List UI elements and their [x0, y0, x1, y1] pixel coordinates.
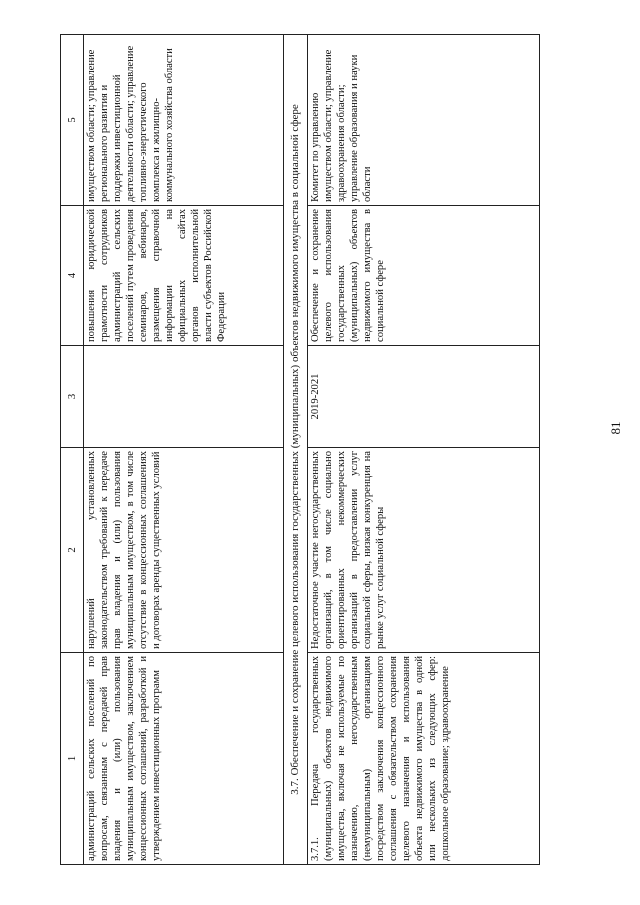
cell-event: 3.7.1. Передача государственных (муниципальных) объектов недвижимого имущества, включая не используемые по назначению, негосударственным (немуниципальным) организациям посредством заключения концессионного соглашения с обязательством сохранения целевого назначения и использования объекта недвижимого имущества в одной или нескольких из следующих сфер: дошкольное образование; здравоохранение: [308, 653, 540, 865]
table-row: [84, 35, 284, 865]
col-header-3: 3: [61, 346, 84, 448]
section-row: [284, 35, 308, 865]
page-number: 81: [608, 421, 623, 435]
cell-event: администраций сельских поселений по вопросам, связанным с передачей прав владения и (или) пользования муниципальным имуществом, заключением концессионных соглашений, разработкой и утверждением инвестиционных программ: [84, 653, 284, 865]
cell-result: Обеспечение и сохранение целевого использования государственных (муниципальных) объектов недвижимого имущества в социальной сфере: [308, 206, 540, 346]
cell-responsible: Комитет по управлению имуществом области; управление здравоохранения области; управление образования и науки области: [308, 35, 540, 206]
plan-table: [60, 34, 540, 865]
cell-responsible: имуществом области; управление регионального развития и поддержки инвестиционной деятельности области; управление топливно-энергетического комплекса и жилищно- коммунального хозяйства области: [84, 35, 284, 206]
section-title: 3.7. Обеспечение и сохранение целевого использования государственных (муниципальных) объектов недвижимого имущества в социальной сфере: [284, 35, 308, 865]
col-header-4: 4: [61, 206, 84, 346]
cell-result: повышения юридической грамотности сотрудников администраций сельских поселений путем проведения семинаров, вебинаров, размещения справочной информации на официальных сайтах органов исполнительной власти субъектов Российской Федерации: [84, 206, 284, 346]
cell-problem: нарушений установленных законодательством требований к передаче прав владения и (или) пользования муниципальным имуществом, в том числе отсутствие в концессионных соглашениях и договорах аренды существенных условий: [84, 448, 284, 653]
cell-period: [84, 346, 284, 448]
col-header-2: 2: [61, 448, 84, 653]
cell-period: 2019-2021: [308, 346, 540, 448]
col-header-5: 5: [61, 35, 84, 206]
cell-problem: Недостаточное участие негосударственных организаций, в том числе социально ориентированных некоммерческих организаций в предоставлении услуг социальной сферы, низкая конкуренция на рынке услуг социальной сферы: [308, 448, 540, 653]
header-row: [61, 35, 84, 865]
table-row: [308, 35, 540, 865]
col-header-1: 1: [61, 653, 84, 865]
